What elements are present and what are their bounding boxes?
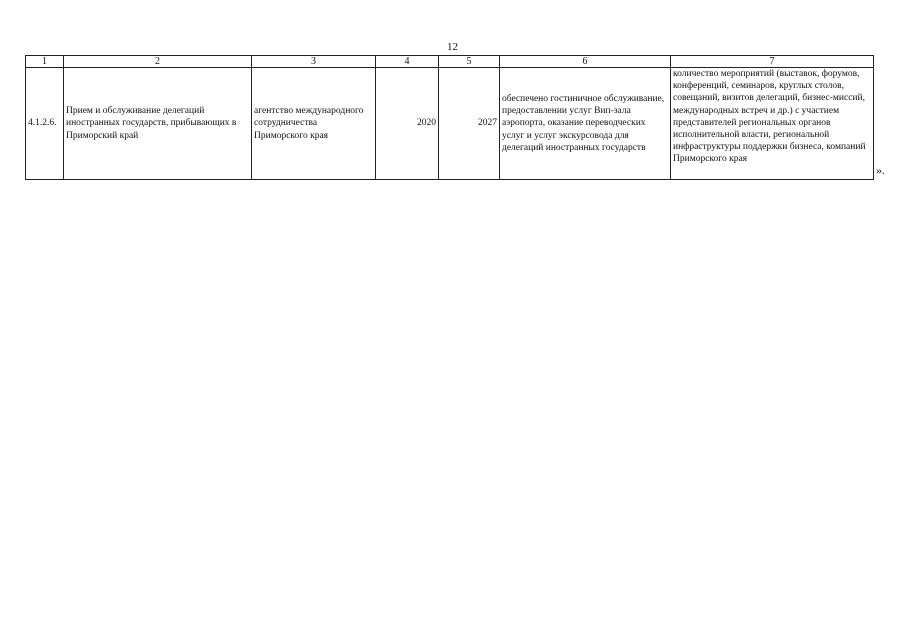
- cell-name: Прием и обслуживание делегаций иностранных государств, прибывающих в Приморский край: [64, 68, 252, 180]
- cell-indicator: количество мероприятий (выставок, форумов, конференций, семинаров, круглых столов, совещаний, визитов делегаций, бизнес-миссий, международных встреч и др.) с участием представителей региональных органов исполнительной власти, региональной инфраструктуры поддержки бизнеса, компаний Приморского края: [671, 68, 874, 180]
- header-col-4: 4: [376, 56, 439, 68]
- header-col-3: 3: [252, 56, 376, 68]
- cell-start-year: 2020: [376, 68, 439, 180]
- cell-number: 4.1.2.6.: [26, 68, 64, 180]
- header-col-1: 1: [26, 56, 64, 68]
- cell-end-year: 2027: [439, 68, 500, 180]
- header-col-6: 6: [500, 56, 671, 68]
- cell-result: обеспечено гостиничное обслуживание, предоставлении услуг Вип-зала аэропорта, оказание переводческих услуг и услуг экскурсовода для делегаций иностранных государств: [500, 68, 671, 180]
- program-table: [25, 55, 874, 180]
- cell-executor: агентство международного сотрудничества Приморского края: [252, 68, 376, 180]
- page-number: 12: [447, 41, 458, 53]
- header-col-7: 7: [671, 56, 874, 68]
- table-row: [26, 68, 874, 180]
- closing-quote-mark: ».: [876, 163, 885, 177]
- header-col-5: 5: [439, 56, 500, 68]
- header-row: [26, 56, 874, 68]
- header-col-2: 2: [64, 56, 252, 68]
